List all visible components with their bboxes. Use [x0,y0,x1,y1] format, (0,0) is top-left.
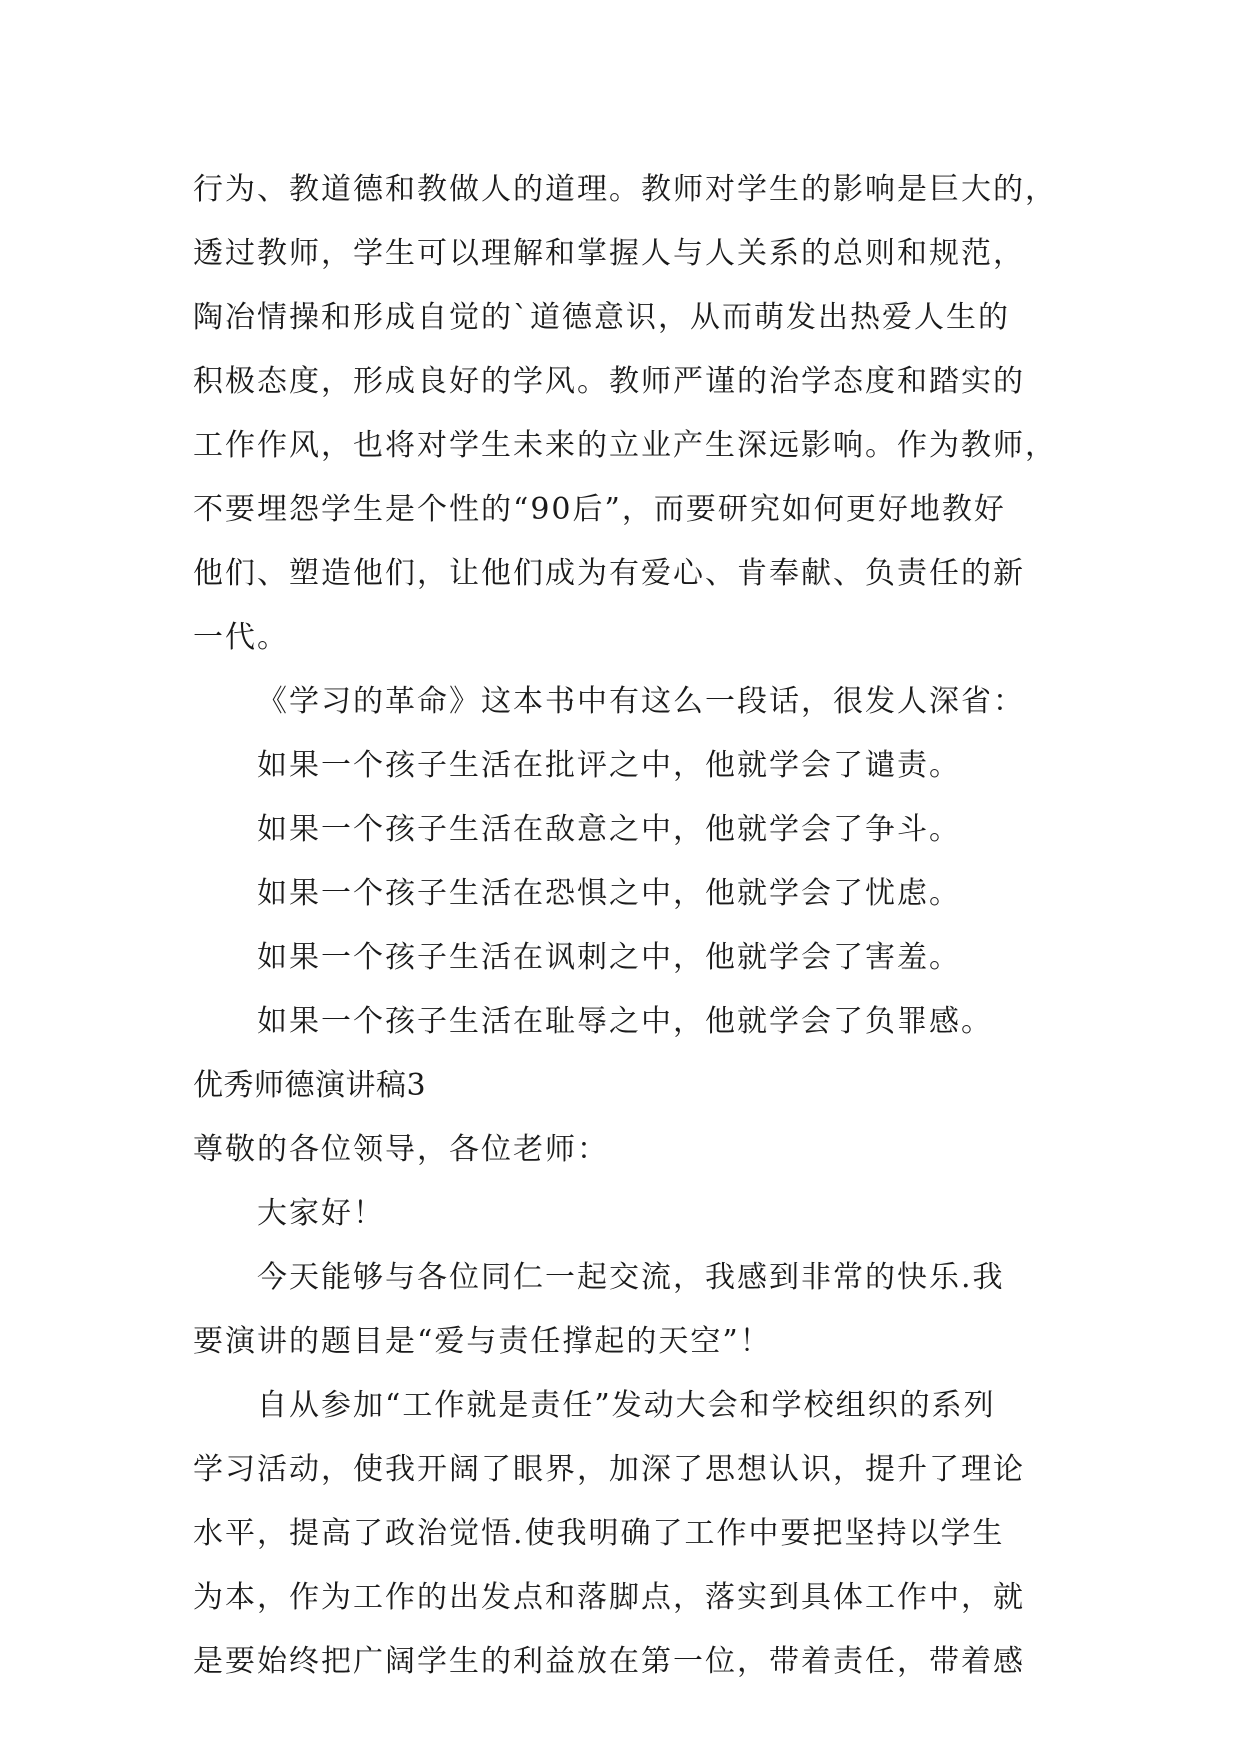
paragraph-line: 透过教师，学生可以理解和掌握人与人关系的总则和规范， [193,236,1025,271]
paragraph-line: 行为、教道德和教做人的道理。教师对学生的影响是巨大的， [193,172,1057,207]
document-page [193,158,1057,1694]
paragraph-line: 是要始终把广阔学生的利益放在第一位，带着责任，带着感 [193,1644,1025,1679]
paragraph-line: 工作作风，也将对学生未来的立业产生深远影响。作为教师， [193,428,1057,463]
paragraph-line: 要演讲的题目是“爱与责任撑起的天空”！ [193,1324,772,1359]
paragraph-line: 水平，提高了政治觉悟.使我明确了工作中要把坚持以学生 [193,1516,1005,1551]
paragraph-line: 一代。 [193,620,289,655]
quote-line: 如果一个孩子生活在敌意之中，他就学会了争斗。 [257,812,961,847]
paragraph-line: 不要埋怨学生是个性的“90后”，而要研究如何更好地教好 [193,492,1006,527]
quote-line: 如果一个孩子生活在批评之中，他就学会了谴责。 [257,748,961,783]
quote-intro-line: 《学习的革命》这本书中有这么一段话，很发人深省： [257,684,1025,719]
paragraph-line: 陶冶情操和形成自觉的`道德意识，从而萌发出热爱人生的 [193,300,1010,335]
quote-line: 如果一个孩子生活在耻辱之中，他就学会了负罪感。 [257,1004,993,1039]
paragraph-line: 为本，作为工作的出发点和落脚点，落实到具体工作中，就 [193,1580,1025,1615]
section-heading: 优秀师德演讲稿3 [193,1068,427,1103]
quote-line: 如果一个孩子生活在讽刺之中，他就学会了害羞。 [257,940,961,975]
paragraph-line: 自从参加“工作就是责任”发动大会和学校组织的系列 [257,1388,996,1423]
greeting-line: 大家好！ [257,1196,385,1231]
paragraph-line: 今天能够与各位同仁一起交流，我感到非常的快乐.我 [257,1260,1005,1295]
paragraph-line: 学习活动，使我开阔了眼界，加深了思想认识，提升了理论 [193,1452,1025,1487]
paragraph-line: 积极态度，形成良好的学风。教师严谨的治学态度和踏实的 [193,364,1025,399]
paragraph-line: 他们、塑造他们，让他们成为有爱心、肯奉献、负责任的新 [193,556,1025,591]
quote-line: 如果一个孩子生活在恐惧之中，他就学会了忧虑。 [257,876,961,911]
salutation-line: 尊敬的各位领导，各位老师： [193,1132,609,1167]
